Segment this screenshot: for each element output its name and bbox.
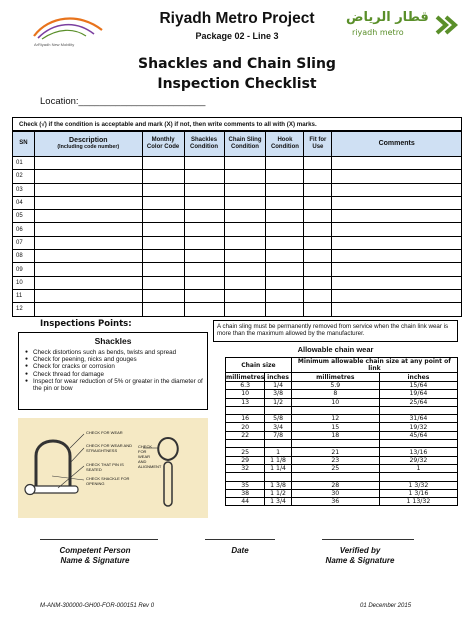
chain-wear-row: [226, 382, 458, 390]
chain-wear-table: [225, 357, 458, 506]
column-header-line1: Comments: [378, 140, 415, 148]
chain-wear-row: [226, 464, 458, 472]
chain-wear-row: [226, 498, 458, 506]
chain-wear-cell: 15/64: [379, 382, 457, 390]
inspection-point: ● Check for cracks or corrosion: [25, 363, 205, 370]
chain-wear-cell: 44: [226, 498, 265, 506]
checklist-cell[interactable]: [34, 223, 142, 236]
chain-wear-empty-cell: [265, 440, 292, 448]
checklist-cell[interactable]: [142, 289, 184, 302]
checklist-cell[interactable]: [224, 289, 266, 302]
checklist-cell[interactable]: [332, 276, 462, 289]
chain-wear-cell: 1: [379, 464, 457, 472]
chain-wear-empty-cell: [291, 440, 379, 448]
checklist-row: [13, 250, 462, 263]
chain-wear-empty-cell: [265, 406, 292, 414]
checklist-row: [13, 289, 462, 302]
checklist-cell[interactable]: [332, 289, 462, 302]
document-title-line2: Inspection Checklist: [157, 76, 317, 92]
checklist-row: [13, 236, 462, 249]
chain-wear-cell: 13: [226, 398, 265, 406]
min-allowable-header: Minimum allowable chain size at any point of link: [291, 358, 457, 373]
checklist-cell[interactable]: [304, 196, 332, 209]
date-signature-line[interactable]: [205, 539, 275, 540]
checklist-cell[interactable]: [142, 170, 184, 183]
chain-wear-cell: 23: [291, 456, 379, 464]
checklist-cell[interactable]: [184, 170, 224, 183]
checklist-cell[interactable]: [266, 183, 304, 196]
chain-wear-spacer-row: [226, 406, 458, 414]
chain-wear-row: [226, 481, 458, 489]
chain-wear-cell: 3/4: [265, 423, 292, 431]
checklist-cell[interactable]: [142, 223, 184, 236]
chain-wear-cell: 28: [291, 481, 379, 489]
checklist-cell[interactable]: [184, 236, 224, 249]
column-header-line2: Condition: [230, 144, 259, 150]
checklist-row: [13, 157, 462, 170]
chain-wear-cell: 1 1/4: [265, 464, 292, 472]
chain-wear-cell: 1 1/2: [265, 489, 292, 497]
chain-wear-cell: 32: [226, 464, 265, 472]
package-label: Package 02 - Line 3: [195, 31, 279, 41]
competent-person-label: Competent Person: [59, 546, 131, 555]
checklist-cell[interactable]: [224, 263, 266, 276]
checklist-row: [13, 263, 462, 276]
checklist-header-row: [13, 132, 462, 157]
checklist-cell[interactable]: [184, 303, 224, 316]
chain-wear-cell: 10: [226, 390, 265, 398]
checklist-cell[interactable]: [332, 196, 462, 209]
millimetres-header: millimetres: [291, 373, 379, 382]
row-number: 07: [13, 236, 35, 249]
checklist-cell[interactable]: [304, 276, 332, 289]
chain-wear-row: [226, 415, 458, 423]
shackles-heading: Shackles: [94, 336, 132, 346]
chain-wear-empty-cell: [226, 406, 265, 414]
checklist-cell[interactable]: [224, 223, 266, 236]
chain-wear-empty-cell: [291, 473, 379, 481]
checklist-cell[interactable]: [332, 303, 462, 316]
checklist-cell[interactable]: [34, 303, 142, 316]
checklist-cell[interactable]: [184, 289, 224, 302]
chain-wear-cell: 10: [291, 398, 379, 406]
checklist-cell[interactable]: [34, 183, 142, 196]
chain-wear-cell: 1 3/4: [265, 498, 292, 506]
checklist-cell[interactable]: [304, 223, 332, 236]
chain-wear-row: [226, 456, 458, 464]
chain-wear-cell: 36: [291, 498, 379, 506]
checklist-cell[interactable]: [34, 263, 142, 276]
checklist-cell[interactable]: [34, 250, 142, 263]
checklist-cell[interactable]: [332, 170, 462, 183]
checklist-cell[interactable]: [224, 250, 266, 263]
chain-wear-cell: 8: [291, 390, 379, 398]
checklist-row: [13, 170, 462, 183]
column-header-line1: Monthly: [151, 136, 175, 143]
column-header-line2: Condition: [270, 144, 299, 150]
checklist-cell[interactable]: [304, 250, 332, 263]
column-header-line2: Use: [312, 144, 324, 150]
checklist-cell[interactable]: [142, 157, 184, 170]
millimetres-header: millimetres: [226, 373, 265, 381]
checklist-cell[interactable]: [184, 263, 224, 276]
checklist-cell[interactable]: [332, 250, 462, 263]
checklist-cell[interactable]: [304, 289, 332, 302]
left-logo-text: ArRiyadh New Mobility: [34, 42, 75, 47]
column-header-line1: Description: [69, 136, 108, 144]
checklist-cell[interactable]: [266, 210, 304, 223]
checklist-cell[interactable]: [304, 303, 332, 316]
document-title-line1: Shackles and Chain Sling: [138, 56, 336, 72]
checklist-cell[interactable]: [184, 196, 224, 209]
chain-wear-cell: 3/8: [265, 390, 292, 398]
inspection-checklist-table: [12, 131, 462, 317]
chain-wear-empty-cell: [226, 473, 265, 481]
inspection-points-list: [25, 349, 205, 392]
competent-signature-line[interactable]: [40, 539, 158, 540]
chain-wear-empty-cell: [379, 406, 457, 414]
checklist-cell[interactable]: [224, 157, 266, 170]
chain-wear-row: [226, 431, 458, 439]
checklist-cell[interactable]: [266, 289, 304, 302]
chain-wear-cell: 19/32: [379, 423, 457, 431]
checklist-cell[interactable]: [142, 196, 184, 209]
chain-wear-cell: 19/64: [379, 390, 457, 398]
chain-wear-cell: 1 3/8: [265, 481, 292, 489]
chain-wear-row: [226, 448, 458, 456]
checklist-cell[interactable]: [266, 250, 304, 263]
location-field[interactable]: Location:________________________: [40, 96, 206, 107]
chain-wear-row: [226, 390, 458, 398]
inspection-point: ● Check thread for damage: [25, 371, 205, 378]
column-header-line1: Shackles: [191, 136, 218, 143]
checklist-cell[interactable]: [184, 250, 224, 263]
checklist-row: [13, 223, 462, 236]
checklist-cell[interactable]: [224, 183, 266, 196]
row-number: 08: [13, 250, 35, 263]
chain-wear-cell: 35: [226, 481, 265, 489]
chain-wear-cell: 1 3/16: [379, 489, 457, 497]
chain-wear-cell: 21: [291, 448, 379, 456]
column-header: [304, 132, 332, 157]
checklist-row: [13, 196, 462, 209]
column-header: [13, 132, 35, 157]
chain-wear-cell: 12: [291, 415, 379, 423]
checklist-cell[interactable]: [34, 236, 142, 249]
checklist-cell[interactable]: [224, 276, 266, 289]
shackles-points-box: [18, 332, 208, 410]
chain-wear-cell: 38: [226, 489, 265, 497]
checklist-cell[interactable]: [34, 289, 142, 302]
chain-wear-cell: 1 13/32: [379, 498, 457, 506]
chain-wear-cell: 22: [226, 431, 265, 439]
column-header: [142, 132, 184, 157]
chain-wear-row: [226, 398, 458, 406]
checklist-cell[interactable]: [332, 263, 462, 276]
chain-size-header: Chain size: [226, 358, 292, 373]
checklist-cell[interactable]: [304, 236, 332, 249]
chain-wear-empty-cell: [379, 473, 457, 481]
metro-chevron-icon: [434, 12, 460, 38]
chain-wear-empty-cell: [379, 440, 457, 448]
checklist-cell[interactable]: [304, 210, 332, 223]
checklist-cell[interactable]: [142, 183, 184, 196]
checklist-cell[interactable]: [184, 276, 224, 289]
chain-wear-cell: 29: [226, 456, 265, 464]
chain-wear-cell: 1/4: [265, 382, 292, 390]
column-header: [184, 132, 224, 157]
checklist-cell[interactable]: [304, 183, 332, 196]
chain-wear-cell: 5/8: [265, 415, 292, 423]
column-header-line1: Fit for: [309, 136, 327, 143]
chain-wear-cell: 20: [226, 423, 265, 431]
chain-sling-removal-note: A chain sling must be permanently removed from service when the chain link wear is more than the maximum allowed by the manufacturer.: [213, 320, 458, 342]
checklist-cell[interactable]: [224, 210, 266, 223]
chain-wear-cell: 5.9: [291, 382, 379, 390]
checklist-cell[interactable]: [224, 196, 266, 209]
verified-signature-line[interactable]: [322, 539, 414, 540]
checklist-cell[interactable]: [34, 276, 142, 289]
inspection-point: ● Check for peening, nicks and gouges: [25, 356, 205, 363]
inspection-point: ● Check distortions such as bends, twists and spread: [25, 349, 205, 356]
allowable-chain-wear-title: Allowable chain wear: [297, 345, 374, 354]
chain-wear-cell: 25: [291, 464, 379, 472]
checklist-cell[interactable]: [266, 276, 304, 289]
checklist-cell[interactable]: [266, 196, 304, 209]
checklist-cell[interactable]: [332, 223, 462, 236]
column-header: [34, 132, 142, 157]
row-number: 10: [13, 276, 35, 289]
checklist-row: [13, 303, 462, 316]
chain-wear-cell: 1 3/32: [379, 481, 457, 489]
chain-wear-cell: 18: [291, 431, 379, 439]
row-number: 12: [13, 303, 35, 316]
label-check-wear-straightness: CHECK FOR WEAR AND STRAIGHTNESS: [86, 443, 133, 453]
logo-arabic-text: قطار الرياض: [346, 10, 429, 25]
checklist-cell[interactable]: [332, 210, 462, 223]
chain-wear-cell: 31/64: [379, 415, 457, 423]
chain-wear-cell: 16: [226, 415, 265, 423]
riyadh-metro-logo: [340, 8, 460, 48]
checklist-cell[interactable]: [184, 183, 224, 196]
chain-wear-empty-cell: [265, 473, 292, 481]
date-label: Date: [231, 546, 249, 555]
chain-wear-empty-cell: [226, 440, 265, 448]
column-header-line2: Condition: [190, 144, 219, 150]
label-check-opening: CHECK SHACKLE FOR OPENING: [86, 476, 130, 486]
checklist-cell[interactable]: [266, 170, 304, 183]
document-code: M-ANM-300000-GH00-FOR-000151 Rev 0: [40, 603, 155, 609]
chain-wear-spacer-row: [226, 473, 458, 481]
column-header-line1: SN: [19, 140, 28, 147]
chain-wear-empty-cell: [291, 406, 379, 414]
checklist-cell[interactable]: [142, 210, 184, 223]
checklist-row: [13, 183, 462, 196]
checklist-cell[interactable]: [34, 210, 142, 223]
checklist-cell[interactable]: [266, 303, 304, 316]
checklist-cell[interactable]: [304, 157, 332, 170]
checklist-cell[interactable]: [142, 250, 184, 263]
row-number: 05: [13, 210, 35, 223]
inches-header: inches: [265, 373, 292, 382]
row-number: 03: [13, 183, 35, 196]
chain-wear-row: [226, 423, 458, 431]
checklist-cell[interactable]: [184, 223, 224, 236]
column-header-line2: Color Code: [146, 144, 180, 150]
label-check-wear-alignment: CHECK FOR WEAR AND ALIGNMENT: [138, 444, 162, 469]
chain-wear-cell: 29/32: [379, 456, 457, 464]
checklist-cell[interactable]: [266, 223, 304, 236]
checklist-cell[interactable]: [224, 170, 266, 183]
logo-english-text: riyadh metro: [352, 28, 404, 37]
checklist-cell[interactable]: [34, 157, 142, 170]
chain-wear-cell: 25: [226, 448, 265, 456]
checklist-cell[interactable]: [266, 263, 304, 276]
verified-by-label: Verified by: [339, 546, 381, 555]
row-number: 06: [13, 223, 35, 236]
checklist-cell[interactable]: [224, 303, 266, 316]
chain-wear-cell: 30: [291, 489, 379, 497]
chain-wear-cell: 15: [291, 423, 379, 431]
checklist-cell[interactable]: [224, 236, 266, 249]
checklist-instruction: Check (√) if the condition is acceptable and mark (X) if not, then write comments to all with (X) marks.: [12, 117, 462, 131]
chain-wear-cell: 45/64: [379, 431, 457, 439]
inches-header: inches: [379, 373, 457, 382]
checklist-cell[interactable]: [332, 183, 462, 196]
checklist-cell[interactable]: [266, 236, 304, 249]
inspection-point: ● Inspect for wear reduction of 5% or greater in the diameter of the pin or bow: [25, 378, 205, 392]
chain-wear-cell: 1/2: [265, 398, 292, 406]
chain-wear-cell: 1: [265, 448, 292, 456]
checklist-cell[interactable]: [142, 263, 184, 276]
checklist-cell[interactable]: [304, 170, 332, 183]
checklist-cell[interactable]: [332, 157, 462, 170]
checklist-cell[interactable]: [34, 170, 142, 183]
chain-wear-cell: 25/64: [379, 398, 457, 406]
checklist-cell[interactable]: [184, 157, 224, 170]
row-number: 04: [13, 196, 35, 209]
column-header: [332, 132, 462, 157]
inspection-points-title: Inspections Points:: [40, 319, 132, 329]
chain-wear-cell: 6.3: [226, 382, 265, 390]
row-number: 11: [13, 289, 35, 302]
checklist-row: [13, 210, 462, 223]
chain-wear-spacer-row: [226, 440, 458, 448]
checklist-cell[interactable]: [332, 236, 462, 249]
checklist-row: [13, 276, 462, 289]
verified-name-signature-label: Name & Signature: [325, 556, 395, 565]
checklist-cell[interactable]: [184, 210, 224, 223]
row-number: 02: [13, 170, 35, 183]
project-title: Riyadh Metro Project: [159, 10, 315, 27]
chain-wear-cell: 1 1/8: [265, 456, 292, 464]
checklist-cell[interactable]: [142, 276, 184, 289]
shackle-inspection-diagram: [18, 418, 208, 518]
row-number: 09: [13, 263, 35, 276]
column-header: [224, 132, 266, 157]
column-header-line2: (Including code number): [57, 144, 120, 150]
document-date: 01 December 2015: [360, 603, 412, 609]
checklist-cell[interactable]: [304, 263, 332, 276]
checklist-cell[interactable]: [142, 303, 184, 316]
column-header-line1: Chain Sling: [228, 136, 262, 143]
competent-name-signature-label: Name & Signature: [60, 556, 130, 565]
chain-wear-cell: 7/8: [265, 431, 292, 439]
column-header-line1: Hook: [277, 136, 293, 143]
checklist-cell[interactable]: [34, 196, 142, 209]
row-number: 01: [13, 157, 35, 170]
checklist-cell[interactable]: [142, 236, 184, 249]
column-header: [266, 132, 304, 157]
chain-wear-row: [226, 489, 458, 497]
chain-wear-cell: 13/16: [379, 448, 457, 456]
label-check-wear: CHECK FOR WEAR: [86, 430, 123, 435]
label-check-pin: CHECK THAT PIN IS SEATED: [86, 462, 124, 472]
checklist-cell[interactable]: [266, 157, 304, 170]
